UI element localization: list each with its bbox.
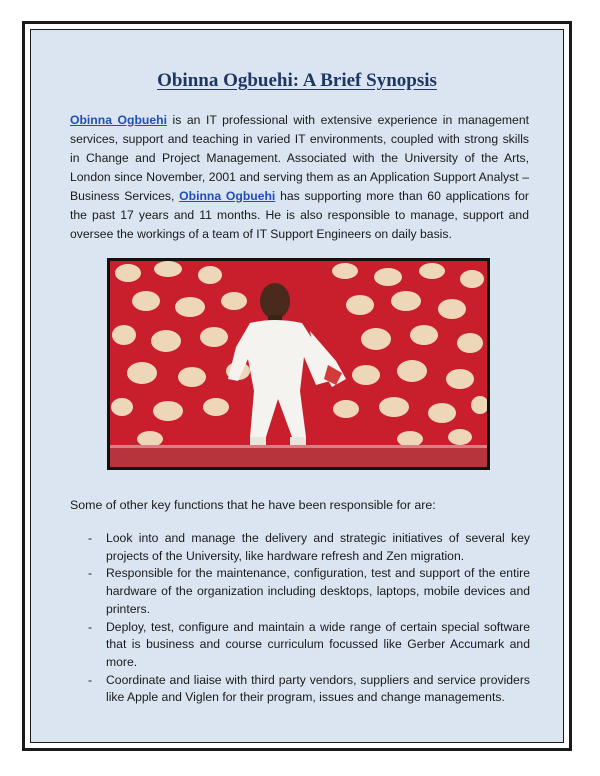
list-item-text: Look into and manage the delivery and strategic initiatives of several key projects of the University, like hardware refresh and Zen migration. xyxy=(106,531,530,563)
bullet-dash: - xyxy=(88,672,93,687)
functions-list xyxy=(88,530,530,707)
photo-illustration xyxy=(110,261,487,467)
list-item xyxy=(88,619,530,672)
list-item-text: Deploy, test, configure and maintain a wide range of certain special software that is business and course curriculum focussed like Gerber Accumark and more. xyxy=(106,619,530,669)
intro-paragraph xyxy=(70,111,529,244)
name-link-1[interactable]: Obinna Ogbuehi xyxy=(70,113,167,127)
intro-text-2: has supporting more than 60 applications for the past 17 years and 11 months. He is also responsible to manage, support and oversee the workings of a team of IT Support Engineers on daily basis. xyxy=(70,189,529,241)
list-item xyxy=(88,565,530,618)
list-item-text: Coordinate and liaise with third party vendors, suppliers and service providers like Apple and Viglen for their program, issues and change managements. xyxy=(106,672,530,705)
profile-photo xyxy=(107,258,490,470)
list-item-text: Responsible for the maintenance, configuration, test and support of the entire hardware of the organization including desktops, laptops, mobile devices and printers. xyxy=(106,566,530,616)
functions-lead: Some of other key functions that he have been responsible for are: xyxy=(70,498,436,512)
list-item xyxy=(88,672,530,707)
bullet-dash: - xyxy=(88,619,93,634)
intro-text-1: is an IT professional with extensive experience in management services, support and teaching in varied IT environments, coupled with strong skills in Change and Project Management. Associated with the University of the Arts, London since November, 2001 and serving them as an Application Support Analyst – Business Services, xyxy=(70,113,529,203)
list-item xyxy=(88,530,530,565)
name-link-2[interactable]: Obinna Ogbuehi xyxy=(179,189,276,203)
page-title: Obinna Ogbuehi: A Brief Synopsis xyxy=(157,70,437,91)
bullet-dash: - xyxy=(88,566,93,581)
bullet-dash: - xyxy=(88,531,93,545)
